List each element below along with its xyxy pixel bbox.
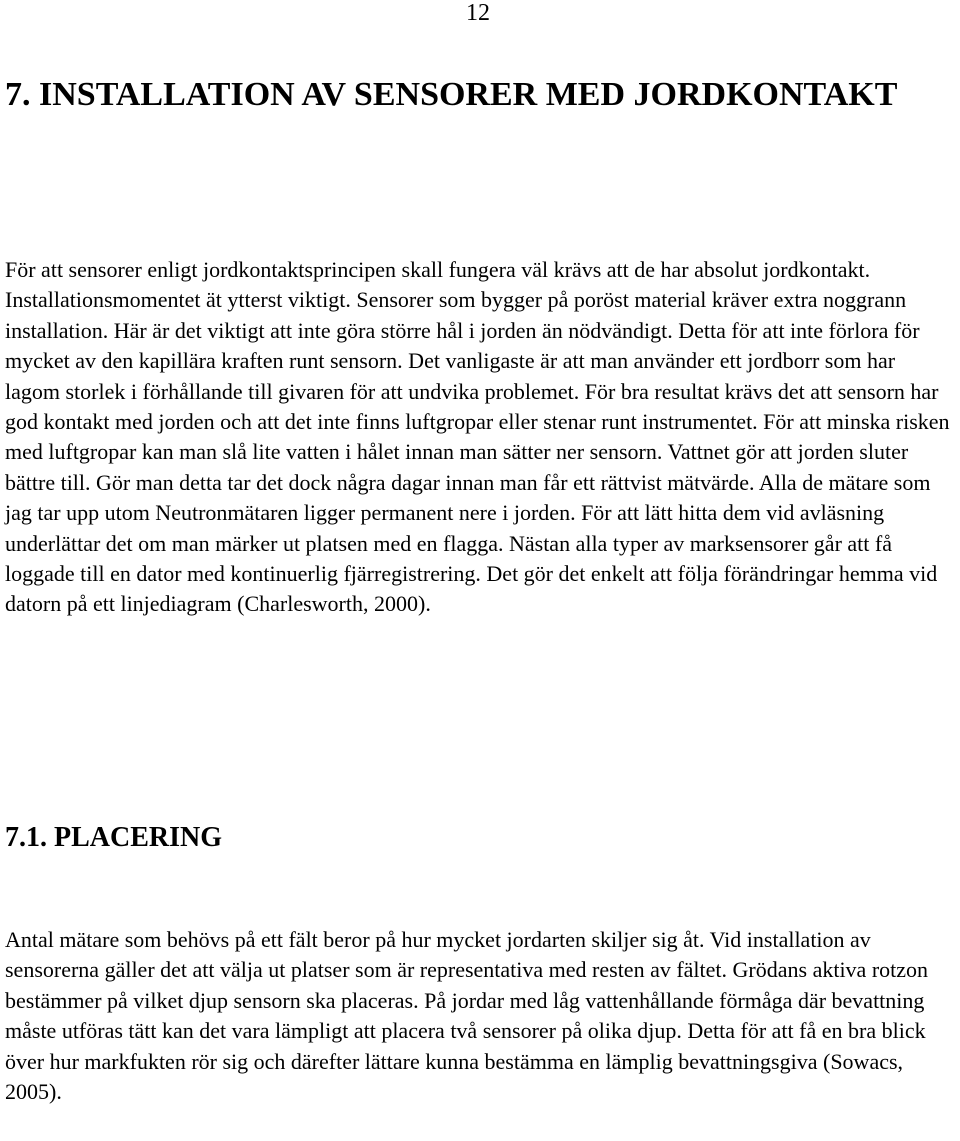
section-paragraph: För att sensorer enligt jordkontaktsprincipen skall fungera väl krävs att de har absolut jordkontakt. Installationsmomentet ät ytterst viktigt. Sensorer som bygger på poröst material kräver extra noggrann installation. Här är det viktigt att inte göra större hål i jorden än nödvändigt. Detta för att inte förlora för mycket av den kapillära kraften runt sensorn. Det vanligaste är att man använder ett jordborr som har lagom storlek i förhållande till givaren för att undvika problemet. För bra resultat krävs det att sensorn har god kontakt med jorden och att det inte finns luftgropar eller stenar runt instrumentet. För att minska risken med luftgropar kan man slå lite vatten i hålet innan man sätter ner sensorn. Vattnet gör att jorden sluter bättre till. Gör man detta tar det dock några dagar innan man får ett rättvist mätvärde. Alla de mätare som jag tar upp utom Neutronmätaren ligger permanent nere i jorden. För att lätt hitta dem vid avläsning underlättar det om man märker ut platsen med en flagga. Nästan alla typer av marksensorer går att få loggade till en dator med kontinuerlig fjärregistrering. Det gör det enkelt att följa förändringar hemma vid datorn på ett linjediagram (Charlesworth, 2000). [5,257,950,617]
section-heading: 7. INSTALLATION AV SENSORER MED JORDKONTAKT [5,76,898,113]
subsection-paragraph: Antal mätare som behövs på ett fält beror på hur mycket jordarten skiljer sig åt. Vid installation av sensorerna gäller det att välja ut platser som är representativa med resten av fältet. Grödans aktiva rotzon bestämmer på vilket djup sensorn ska placeras. På jordar med låg vattenhållande förmåga där bevattning måste utföras tätt kan det vara lämpligt att placera två sensorer på olika djup. Detta för att få en bra blick över hur markfukten rör sig och därefter lättare kunna bestämma en lämplig bevattningsgiva (Sowacs, 2005). [5,927,929,1105]
page-number: 12 [466,0,490,26]
subsection-heading: 7.1. PLACERING [5,822,223,853]
